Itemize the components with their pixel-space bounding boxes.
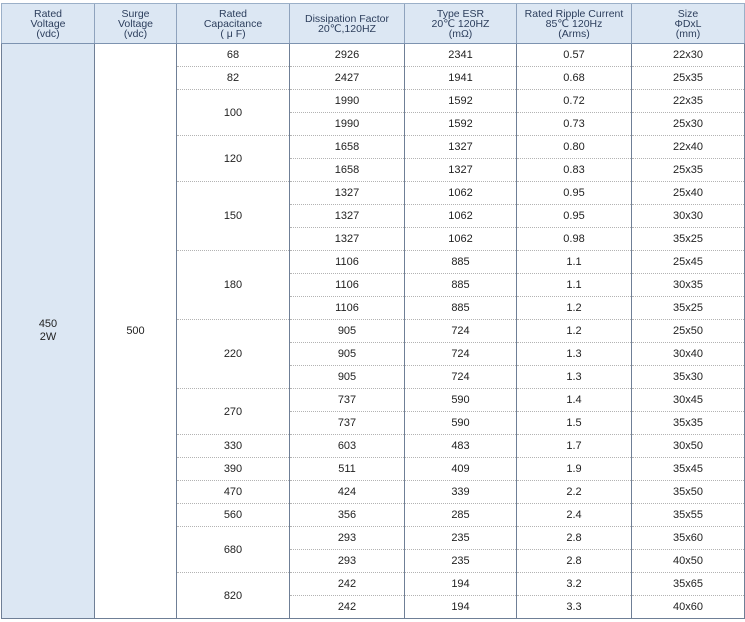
- ripple-current-cell: 0.72: [517, 90, 632, 113]
- dissipation-factor-cell: 1327: [290, 228, 405, 251]
- esr-cell: 1941: [405, 67, 517, 90]
- dissipation-factor-cell: 424: [290, 481, 405, 504]
- ripple-current-cell: 3.3: [517, 596, 632, 619]
- ripple-current-cell: 0.98: [517, 228, 632, 251]
- column-header-rated-capacitance: [177, 4, 290, 44]
- column-header-line: Size: [677, 7, 699, 20]
- table-row: [2, 44, 745, 67]
- size-cell: 25x35: [632, 159, 745, 182]
- esr-cell: 724: [405, 343, 517, 366]
- esr-cell: 885: [405, 274, 517, 297]
- capacitance-cell: 330: [177, 435, 290, 458]
- capacitance-cell: 220: [177, 320, 290, 389]
- esr-cell: 590: [405, 412, 517, 435]
- size-cell: 25x40: [632, 182, 745, 205]
- ripple-current-cell: 0.95: [517, 182, 632, 205]
- table-body: [2, 44, 745, 619]
- size-cell: 35x55: [632, 504, 745, 527]
- column-header-type-esr: [405, 4, 517, 44]
- ripple-current-cell: 2.8: [517, 527, 632, 550]
- esr-cell: 885: [405, 251, 517, 274]
- size-cell: 40x50: [632, 550, 745, 573]
- column-header-line: Rated: [33, 7, 63, 20]
- rated-voltage-cell: [2, 44, 95, 619]
- size-cell: 22x30: [632, 44, 745, 67]
- dissipation-factor-cell: 905: [290, 320, 405, 343]
- esr-cell: 1327: [405, 136, 517, 159]
- size-cell: 25x45: [632, 251, 745, 274]
- size-cell: 22x40: [632, 136, 745, 159]
- rated-voltage-suffix: 2W: [39, 331, 57, 343]
- ripple-current-cell: 0.57: [517, 44, 632, 67]
- esr-cell: 885: [405, 297, 517, 320]
- ripple-current-cell: 1.2: [517, 320, 632, 343]
- column-header-line: Voltage: [30, 17, 66, 30]
- column-header-line: Dissipation Factor: [304, 12, 390, 25]
- capacitance-cell: 560: [177, 504, 290, 527]
- esr-cell: 235: [405, 550, 517, 573]
- esr-cell: 1592: [405, 90, 517, 113]
- size-cell: 25x30: [632, 113, 745, 136]
- ripple-current-cell: 0.83: [517, 159, 632, 182]
- column-header-ripple-current: [517, 4, 632, 44]
- dissipation-factor-cell: 1327: [290, 205, 405, 228]
- column-header-line: Surge: [121, 7, 150, 20]
- ripple-current-cell: 1.3: [517, 343, 632, 366]
- ripple-current-cell: 0.73: [517, 113, 632, 136]
- dissipation-factor-cell: 737: [290, 389, 405, 412]
- size-cell: 35x50: [632, 481, 745, 504]
- capacitance-cell: 68: [177, 44, 290, 67]
- esr-cell: 339: [405, 481, 517, 504]
- ripple-current-cell: 3.2: [517, 573, 632, 596]
- column-header-line: 20℃,120HZ: [318, 22, 376, 35]
- ripple-current-cell: 1.3: [517, 366, 632, 389]
- esr-cell: 409: [405, 458, 517, 481]
- size-cell: 30x30: [632, 205, 745, 228]
- esr-cell: 483: [405, 435, 517, 458]
- esr-cell: 590: [405, 389, 517, 412]
- dissipation-factor-cell: 1106: [290, 251, 405, 274]
- size-cell: 35x30: [632, 366, 745, 389]
- column-header-line: Rated: [218, 7, 248, 20]
- ripple-current-cell: 1.1: [517, 274, 632, 297]
- esr-cell: 194: [405, 573, 517, 596]
- size-cell: 35x65: [632, 573, 745, 596]
- size-cell: 35x45: [632, 458, 745, 481]
- column-header-line: Capacitance: [203, 17, 263, 30]
- column-header-line: (Arms): [558, 27, 590, 40]
- ripple-current-cell: 0.95: [517, 205, 632, 228]
- column-header-line: Voltage: [117, 17, 154, 30]
- ripple-current-cell: 1.2: [517, 297, 632, 320]
- esr-cell: 1062: [405, 228, 517, 251]
- ripple-current-cell: 2.8: [517, 550, 632, 573]
- capacitance-cell: 680: [177, 527, 290, 573]
- dissipation-factor-cell: 293: [290, 550, 405, 573]
- column-header-line: (mΩ): [448, 27, 473, 40]
- dissipation-factor-cell: 1990: [290, 90, 405, 113]
- esr-cell: 194: [405, 596, 517, 619]
- size-cell: 35x25: [632, 228, 745, 251]
- size-cell: 30x50: [632, 435, 745, 458]
- column-header-line: (vdc): [123, 27, 148, 40]
- dissipation-factor-cell: 293: [290, 527, 405, 550]
- esr-cell: 1592: [405, 113, 517, 136]
- column-header-line: Type ESR: [436, 7, 485, 20]
- dissipation-factor-cell: 2427: [290, 67, 405, 90]
- column-header-dissipation-factor: [290, 4, 405, 44]
- size-cell: 25x35: [632, 67, 745, 90]
- capacitor-spec-table: [1, 3, 745, 619]
- column-header-line: (vdc): [36, 27, 60, 40]
- dissipation-factor-cell: 1106: [290, 274, 405, 297]
- size-cell: 35x60: [632, 527, 745, 550]
- surge-voltage-cell: 500: [95, 44, 177, 619]
- table-header: [2, 4, 745, 44]
- header-row: [2, 4, 745, 44]
- capacitance-cell: 150: [177, 182, 290, 251]
- size-cell: 35x25: [632, 297, 745, 320]
- esr-cell: 724: [405, 320, 517, 343]
- column-header-line: ΦDxL: [674, 17, 702, 30]
- esr-cell: 1327: [405, 159, 517, 182]
- esr-cell: 235: [405, 527, 517, 550]
- dissipation-factor-cell: 905: [290, 366, 405, 389]
- column-header-line: 85℃ 120Hz: [545, 17, 603, 30]
- size-cell: 35x35: [632, 412, 745, 435]
- capacitance-cell: 820: [177, 573, 290, 619]
- column-header-line: ( μ F): [220, 27, 246, 40]
- esr-cell: 1062: [405, 182, 517, 205]
- dissipation-factor-cell: 1658: [290, 159, 405, 182]
- capacitance-cell: 470: [177, 481, 290, 504]
- size-cell: 30x35: [632, 274, 745, 297]
- size-cell: 25x50: [632, 320, 745, 343]
- dissipation-factor-cell: 905: [290, 343, 405, 366]
- dissipation-factor-cell: 356: [290, 504, 405, 527]
- ripple-current-cell: 0.68: [517, 67, 632, 90]
- capacitance-cell: 120: [177, 136, 290, 182]
- ripple-current-cell: 1.9: [517, 458, 632, 481]
- esr-cell: 724: [405, 366, 517, 389]
- dissipation-factor-cell: 511: [290, 458, 405, 481]
- ripple-current-cell: 2.2: [517, 481, 632, 504]
- ripple-current-cell: 1.4: [517, 389, 632, 412]
- column-header-line: (mm): [675, 27, 701, 40]
- ripple-current-cell: 1.7: [517, 435, 632, 458]
- ripple-current-cell: 2.4: [517, 504, 632, 527]
- capacitance-cell: 270: [177, 389, 290, 435]
- dissipation-factor-cell: 242: [290, 573, 405, 596]
- column-header-line: 20℃ 120HZ: [431, 17, 490, 30]
- column-header-size: [632, 4, 745, 44]
- capacitance-cell: 390: [177, 458, 290, 481]
- dissipation-factor-cell: 1658: [290, 136, 405, 159]
- esr-cell: 1062: [405, 205, 517, 228]
- esr-cell: 285: [405, 504, 517, 527]
- dissipation-factor-cell: 1327: [290, 182, 405, 205]
- size-cell: 30x40: [632, 343, 745, 366]
- esr-cell: 2341: [405, 44, 517, 67]
- capacitance-cell: 82: [177, 67, 290, 90]
- size-cell: 22x35: [632, 90, 745, 113]
- column-header-surge-voltage: [95, 4, 177, 44]
- dissipation-factor-cell: 603: [290, 435, 405, 458]
- ripple-current-cell: 1.1: [517, 251, 632, 274]
- ripple-current-cell: 1.5: [517, 412, 632, 435]
- capacitance-cell: 100: [177, 90, 290, 136]
- size-cell: 40x60: [632, 596, 745, 619]
- dissipation-factor-cell: 737: [290, 412, 405, 435]
- rated-voltage-value: 450: [38, 318, 58, 330]
- dissipation-factor-cell: 2926: [290, 44, 405, 67]
- ripple-current-cell: 0.80: [517, 136, 632, 159]
- size-cell: 30x45: [632, 389, 745, 412]
- dissipation-factor-cell: 242: [290, 596, 405, 619]
- dissipation-factor-cell: 1990: [290, 113, 405, 136]
- column-header-line: Rated Ripple Current: [524, 7, 624, 20]
- column-header-rated-voltage: [2, 4, 95, 44]
- capacitance-cell: 180: [177, 251, 290, 320]
- dissipation-factor-cell: 1106: [290, 297, 405, 320]
